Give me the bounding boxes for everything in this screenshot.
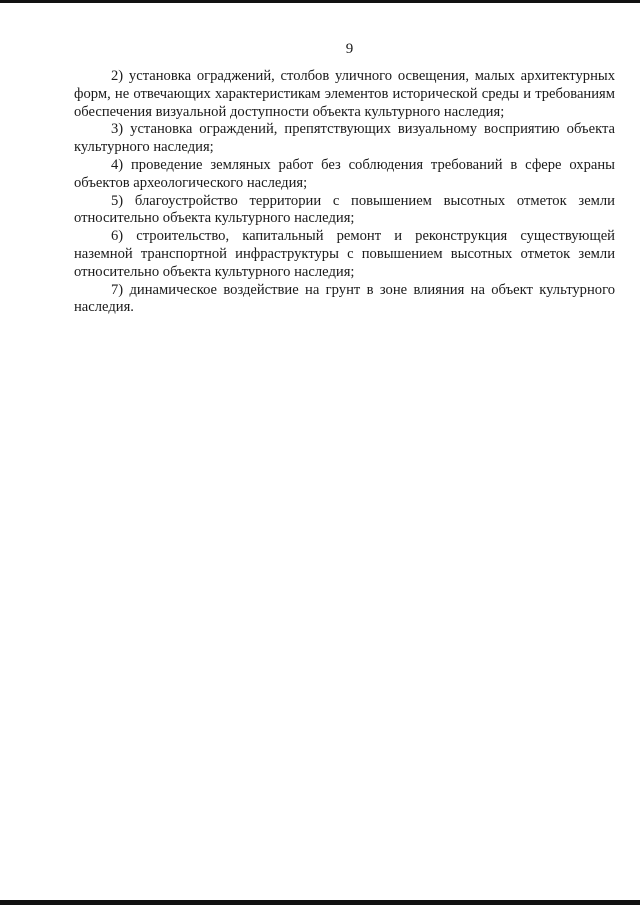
- document-page: [74, 40, 615, 317]
- paragraph-item-4: 4) проведение земляных работ без соблюдения требований в сфере охраны объектов археологического наследия;: [74, 156, 615, 191]
- paragraph-item-6: 6) строительство, капитальный ремонт и реконструкция существующей наземной транспортной инфраструктуры с повышением высотных отметок земли относительно объекта культурного наследия;: [74, 228, 615, 280]
- scan-border-bottom: [0, 900, 640, 905]
- paragraph-item-5: 5) благоустройство территории с повышением высотных отметок земли относительно объекта культурного наследия;: [74, 192, 615, 227]
- paragraph-item-7: 7) динамическое воздействие на грунт в зоне влияния на объект культурного наследия.: [74, 281, 615, 316]
- paragraph-item-3: 3) установка ограждений, препятствующих визуальному восприятию объекта культурного наследия;: [74, 121, 615, 156]
- scan-border-top: [0, 0, 640, 3]
- paragraph-item-2: 2) установка ограджений, столбов уличного освещения, малых архитектурных форм, не отвечающих характеристикам элементов исторической среды и требованиям обеспечения визуальной доступности объекта культурного наследия;: [74, 68, 615, 120]
- page-number: 9: [345, 41, 354, 57]
